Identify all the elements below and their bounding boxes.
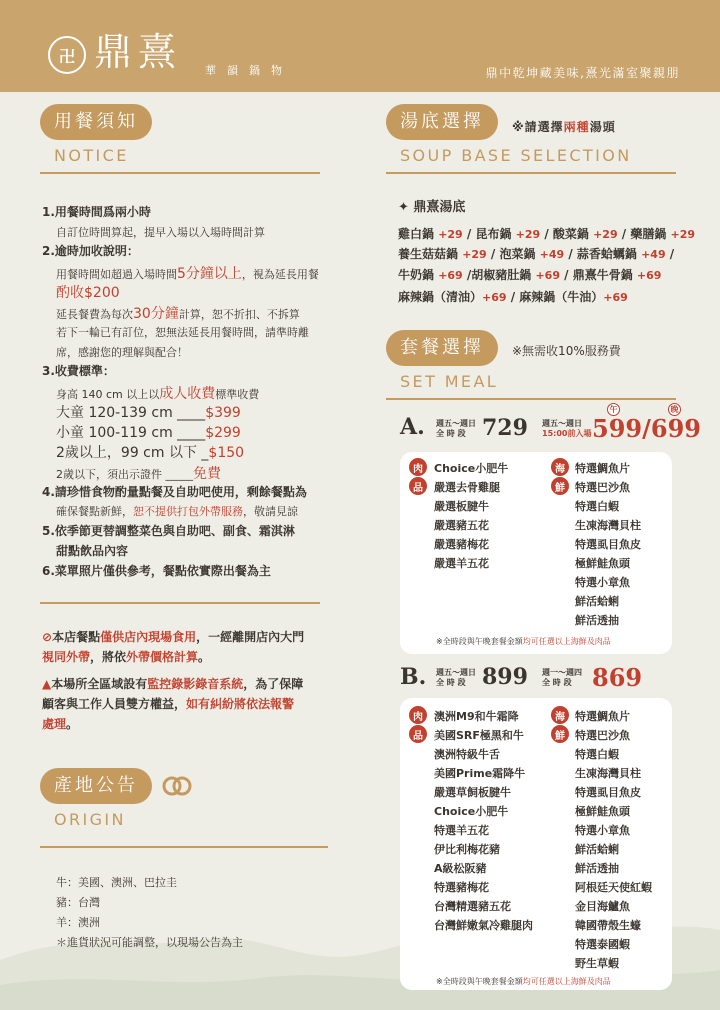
notice-rule [40, 172, 320, 174]
no-entry-icon: ⊘ [42, 630, 53, 644]
notice-item-3: 3.收費標準： [42, 364, 115, 378]
set-b-meat-7: 特選羊五花 [434, 824, 489, 837]
set-b-meat-11: 台灣精選豬五花 [434, 900, 511, 913]
seafood-tag-2: 鮮 [551, 477, 569, 495]
price-infant: 2歲以下，須出示證件 _____免費 [56, 466, 221, 482]
set-b-sea-2: 特選巴沙魚 [575, 729, 630, 742]
set-b-meat-12: 台灣鮮嫩氣冷雞腿肉 [434, 919, 533, 932]
set-b-sea-6: 極鮮鮭魚頭 [575, 805, 630, 818]
cctv-warning: ▲本場所全區域設有監控錄影錄音系統，為了保障 顧客與工作人員雙方權益，如有糾紛將依法報警 處理。 [42, 677, 304, 731]
set-a-sea-4: 生凍海灣貝柱 [575, 519, 641, 532]
set-b-sea-3: 特選白蝦 [575, 748, 619, 761]
meat-tag-2: 品 [409, 477, 427, 495]
notice-item-1: 1.用餐時間爲兩小時 [42, 205, 151, 219]
soup-line-1: 雞白鍋 +29 / 昆布鍋 +29 / 酸菜鍋 +29 / 藥膳鍋 +29 [398, 227, 696, 241]
set-b-meat-2: 美國SRF極黑和牛 [434, 729, 524, 742]
set-b-sea-10: 阿根廷天使紅蝦 [575, 881, 652, 894]
set-b-meat-9: A級松阪豬 [434, 862, 487, 875]
set-b-meat-8: 伊比利梅花豬 [434, 843, 500, 856]
set-a-sea-1: 特選鯛魚片 [575, 462, 630, 475]
set-b-sea-8: 鮮活蛤蜊 [575, 843, 619, 856]
notice-title: 用餐須知 [40, 104, 152, 140]
header-bar [0, 0, 720, 92]
setmeal-en: SET MEAL [400, 372, 499, 391]
notice-item-2-a: 用餐時間如超過入場時間5分鐘以上，視為延長用餐 [56, 266, 319, 282]
set-b-meat-5: 嚴選草飼板腱牛 [434, 786, 511, 799]
origin-beef: 牛：美國、澳洲、巴拉圭 [56, 876, 177, 889]
slogan: 鼎中乾坤藏美味,熹光滿室聚親朋 [485, 66, 680, 80]
set-b-weekend-price: 899 [482, 664, 528, 690]
notice-item-6: 6.菜單照片僅供參考，餐點依實際出餐為主 [42, 564, 271, 578]
set-b-sea-7: 特選小章魚 [575, 824, 630, 837]
soup-rule [386, 172, 676, 174]
set-a-sea-9: 鮮活透抽 [575, 614, 619, 627]
set-a-weekend-price: 729 [482, 415, 528, 441]
seafood-tag-b: 海 [551, 706, 569, 724]
notice-item-2-b: 酌收$200 [56, 285, 120, 301]
notice-item-4: 4.請珍惜食物酌量點餐及自助吧使用，剩餘餐點為 [42, 485, 307, 499]
set-b-meat-1: 澳洲M9和牛霜降 [434, 710, 519, 723]
set-a-weekday: 週五～週日 15:00前入場 [542, 419, 592, 438]
price-toddler: 2歲以上，99 cm 以下 _$150 [56, 445, 245, 461]
notice-divider [40, 602, 320, 604]
set-a-weekday-price: 599/699 [592, 414, 701, 443]
set-b-sea-13: 特選泰國蝦 [575, 938, 630, 951]
notice-item-5: 5.依季節更替調整菜色與自助吧、副食、霜淇淋 [42, 524, 295, 538]
set-b-meat-4: 美國Prime霜降牛 [434, 767, 526, 780]
set-a-sea-3: 特選白蝦 [575, 500, 619, 513]
set-a-sea-8: 鮮活蛤蜊 [575, 595, 619, 608]
setmeal-note: ※無需收10%服務費 [512, 344, 621, 358]
origin-pork: 豬：台灣 [56, 896, 100, 909]
set-a-weekend: 週五～週日 全 時 段 [436, 419, 476, 438]
set-a-sea-2: 特選巴沙魚 [575, 481, 630, 494]
warning-icon: ▲ [42, 677, 52, 691]
set-b-meat-3: 澳洲特級牛舌 [434, 748, 500, 761]
notice-item-2-d: 若下一輪已有訂位，恕無法延長用餐時間，請準時離 [56, 326, 309, 339]
soup-note: ※請選擇兩種湯頭 [512, 120, 616, 134]
origin-knot-icon [162, 773, 192, 799]
takeout-warning: ⊘本店餐點僅供店內現場食用，一經離開店內大門 視同外帶，將依外帶價格計算。 [42, 630, 305, 664]
set-b-sea-9: 鮮活透抽 [575, 862, 619, 875]
soup-line-3: 牛奶鍋 +69 /胡椒豬肚鍋 +69 / 鼎熹牛骨鍋 +69 [398, 268, 662, 282]
notice-item-1-detail: 自訂位時間算起，提早入場以入場時間計算 [56, 226, 265, 239]
set-b-sea-5: 特選虱目魚皮 [575, 786, 641, 799]
set-a-sea-6: 極鮮鮭魚頭 [575, 557, 630, 570]
notice-item-2-c: 延長餐費為每次30分鐘計算，恕不折扣、不拆算 [56, 306, 300, 322]
set-b-sea-14: 野生草蝦 [575, 957, 619, 970]
soup-line-2: 養生菇菇鍋 +29 / 泡菜鍋 +49 / 蒜香蛤蠣鍋 +49 / [398, 247, 675, 261]
notice-item-2: 2.逾時加收說明： [42, 244, 139, 258]
set-b-sea-12: 韓國帶殼生蠔 [575, 919, 641, 932]
soup-title: 湯底選擇 [386, 104, 498, 140]
set-a-sea-7: 特選小章魚 [575, 576, 630, 589]
origin-title: 產地公告 [40, 768, 152, 804]
seafood-tag: 海 [551, 458, 569, 476]
set-a-meat-6: 嚴選羊五花 [434, 557, 489, 570]
set-a-label: A. [400, 414, 425, 440]
brand-name: 鼎熹 [94, 30, 183, 74]
set-a-card [400, 452, 672, 654]
brand-subtitle: 華韻鍋物 [205, 64, 293, 77]
origin-lamb: 羊：澳洲 [56, 916, 100, 929]
lunch-badge: 午 [607, 403, 620, 416]
price-adult: 身高 140 cm 以上以成人收費標準收費 [56, 386, 260, 402]
soup-line-4: 麻辣鍋（清油）+69 / 麻辣鍋（牛油）+69 [398, 290, 628, 304]
origin-rule [40, 846, 328, 848]
seafood-tag-b-2: 鮮 [551, 725, 569, 743]
soup-section-title: ✦ 鼎熹湯底 [398, 200, 466, 215]
meat-tag-b: 肉 [409, 706, 427, 724]
set-a-meat-2: 嚴選去骨雞腿 [434, 481, 500, 494]
set-b-label: B. [400, 664, 427, 690]
setmeal-rule [386, 398, 676, 400]
set-b-footnote: ※全時段與午晚套餐金額均可任選以上海鮮及肉品 [436, 977, 611, 986]
notice-item-5-b: 甜點飲品內容 [56, 544, 129, 558]
soup-en: SOUP BASE SELECTION [400, 146, 632, 165]
set-b-card [400, 698, 672, 990]
set-a-meat-4: 嚴選豬五花 [434, 519, 489, 532]
notice-item-2-e: 席，感謝您的理解與配合！ [56, 346, 188, 359]
meat-tag-b-2: 品 [409, 725, 427, 743]
set-b-meat-10: 特選豬梅花 [434, 881, 489, 894]
set-b-meat-6: Choice小肥牛 [434, 805, 509, 818]
set-b-sea-11: 金目海鱸魚 [575, 900, 630, 913]
set-a-footnote: ※全時段與午晚套餐金額均可任選以上海鮮及肉品 [436, 637, 611, 646]
notice-en: NOTICE [54, 146, 129, 165]
set-a-meat-5: 嚴選豬梅花 [434, 538, 489, 551]
set-b-sea-4: 生凍海灣貝柱 [575, 767, 641, 780]
setmeal-title: 套餐選擇 [386, 330, 498, 366]
set-b-weekday-price: 869 [592, 663, 643, 692]
dinner-badge: 晚 [668, 403, 681, 416]
origin-note: ＊進貨狀況可能調整，以現場公告為主 [56, 936, 243, 949]
price-junior: 大童 120-139 cm ____$399 [56, 405, 241, 421]
notice-item-4-b: 確保餐點新鮮，恕不提供打包外帶服務，敬請見諒 [56, 505, 298, 518]
set-a-sea-5: 特選虱目魚皮 [575, 538, 641, 551]
set-b-weekday: 週一～週四 全 時 段 [542, 668, 582, 687]
set-b-sea-1: 特選鯛魚片 [575, 710, 630, 723]
origin-en: ORIGIN [54, 810, 126, 829]
set-a-meat-3: 嚴選板腱牛 [434, 500, 489, 513]
logo-icon: 卍 [48, 36, 86, 74]
meat-tag: 肉 [409, 458, 427, 476]
set-a-meat-1: Choice小肥牛 [434, 462, 509, 475]
set-b-weekend: 週五～週日 全 時 段 [436, 668, 476, 687]
price-child: 小童 100-119 cm ____$299 [56, 425, 241, 441]
